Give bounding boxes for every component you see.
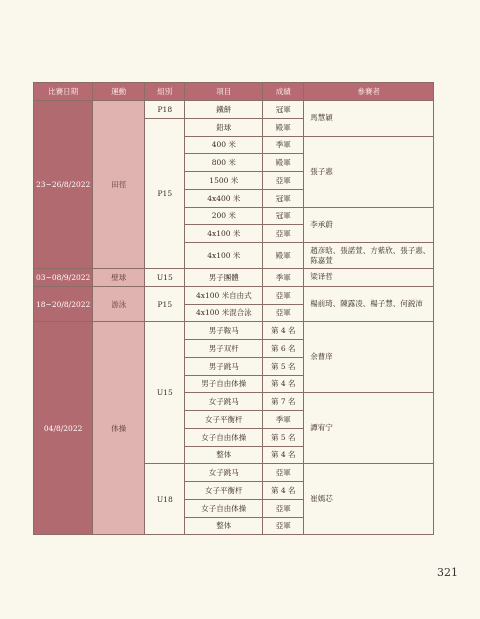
result-cell: 第 4 名 [263, 446, 304, 464]
participants-cell: 梁译哲 [304, 269, 434, 287]
event-cell: 男子跳马 [185, 357, 263, 375]
header-sport: 運動 [93, 83, 145, 101]
group-cell: P18 [145, 101, 185, 119]
header-group: 組別 [145, 83, 185, 101]
date-cell: 23~26/8/2022 [34, 101, 93, 269]
result-cell: 亞軍 [263, 225, 304, 243]
header-date: 比賽日期 [34, 83, 93, 101]
result-cell: 冠軍 [263, 207, 304, 225]
table-row [34, 269, 434, 287]
participants-cell: 余曹庠 [304, 322, 434, 393]
participants-cell: 譚宥宁 [304, 393, 434, 464]
date-cell: 04/8/2022 [34, 322, 93, 535]
event-cell: 4x100 米自由式 [185, 286, 263, 304]
group-cell: P15 [145, 286, 185, 322]
result-cell: 第 6 名 [263, 340, 304, 358]
group-cell: U15 [145, 269, 185, 287]
event-cell: 女子跳马 [185, 393, 263, 411]
result-cell: 殿軍 [263, 243, 304, 269]
sport-cell: 壁球 [93, 269, 145, 287]
event-cell: 4x100 米 [185, 243, 263, 269]
event-cell: 800 米 [185, 154, 263, 172]
result-cell: 亞軍 [263, 304, 304, 322]
result-cell: 季軍 [263, 269, 304, 287]
group-cell: U18 [145, 464, 185, 535]
header-event: 項目 [185, 83, 263, 101]
sport-cell: 体操 [93, 322, 145, 535]
header-participants: 參賽者 [304, 83, 434, 101]
group-cell: P15 [145, 118, 185, 268]
event-cell: 200 米 [185, 207, 263, 225]
event-cell: 鐵餅 [185, 101, 263, 119]
sport-cell: 田徑 [93, 101, 145, 269]
table-row [34, 286, 434, 304]
participants-cell: 李承蔚 [304, 207, 434, 243]
result-cell: 第 4 名 [263, 375, 304, 393]
participants-cell: 楊前琦、陳露凌、楊子慧、何鋭沛 [304, 286, 434, 322]
result-cell: 亞軍 [263, 172, 304, 190]
date-cell: 18~20/8/2022 [34, 286, 93, 322]
event-cell: 男子團體 [185, 269, 263, 287]
result-cell: 第 4 名 [263, 482, 304, 500]
header-row [34, 83, 434, 101]
event-cell: 4x400 米 [185, 189, 263, 207]
participants-cell: 崔嫣芯 [304, 464, 434, 535]
date-cell: 03~08/9/2022 [34, 269, 93, 287]
event-cell: 女子平衡杆 [185, 411, 263, 429]
event-cell: 女子自由体操 [185, 499, 263, 517]
result-cell: 第 7 名 [263, 393, 304, 411]
participants-cell: 馬慧穎 [304, 101, 434, 137]
event-cell: 鉛球 [185, 118, 263, 136]
result-cell: 殿軍 [263, 118, 304, 136]
event-cell: 女子自由体操 [185, 428, 263, 446]
event-cell: 400 米 [185, 136, 263, 154]
table-row [34, 322, 434, 340]
table-row [34, 101, 434, 119]
result-cell: 第 5 名 [263, 428, 304, 446]
result-cell: 第 5 名 [263, 357, 304, 375]
result-cell: 季軍 [263, 411, 304, 429]
header-result: 成績 [263, 83, 304, 101]
event-cell: 男子双杆 [185, 340, 263, 358]
event-cell: 4x100 米 [185, 225, 263, 243]
result-cell: 第 4 名 [263, 322, 304, 340]
result-cell: 冠軍 [263, 189, 304, 207]
event-cell: 整体 [185, 517, 263, 535]
event-cell: 女子平衡杆 [185, 482, 263, 500]
result-cell: 亞軍 [263, 464, 304, 482]
event-cell: 4x100 米混合泳 [185, 304, 263, 322]
result-cell: 亞軍 [263, 517, 304, 535]
result-cell: 亞軍 [263, 286, 304, 304]
participants-cell: 張子惠 [304, 136, 434, 207]
group-cell: U15 [145, 322, 185, 464]
page-number: 321 [437, 566, 458, 579]
result-cell: 季軍 [263, 136, 304, 154]
event-cell: 1500 米 [185, 172, 263, 190]
results-table [33, 82, 434, 535]
event-cell: 整体 [185, 446, 263, 464]
result-cell: 冠軍 [263, 101, 304, 119]
event-cell: 女子跳马 [185, 464, 263, 482]
sport-cell: 游泳 [93, 286, 145, 322]
event-cell: 男子自由体操 [185, 375, 263, 393]
result-cell: 殿軍 [263, 154, 304, 172]
result-cell: 亞軍 [263, 499, 304, 517]
participants-cell: 趙彦晗、張諾萱、方紫欣、張子惠、陈嘉萱 [304, 243, 434, 269]
event-cell: 男子鞍马 [185, 322, 263, 340]
